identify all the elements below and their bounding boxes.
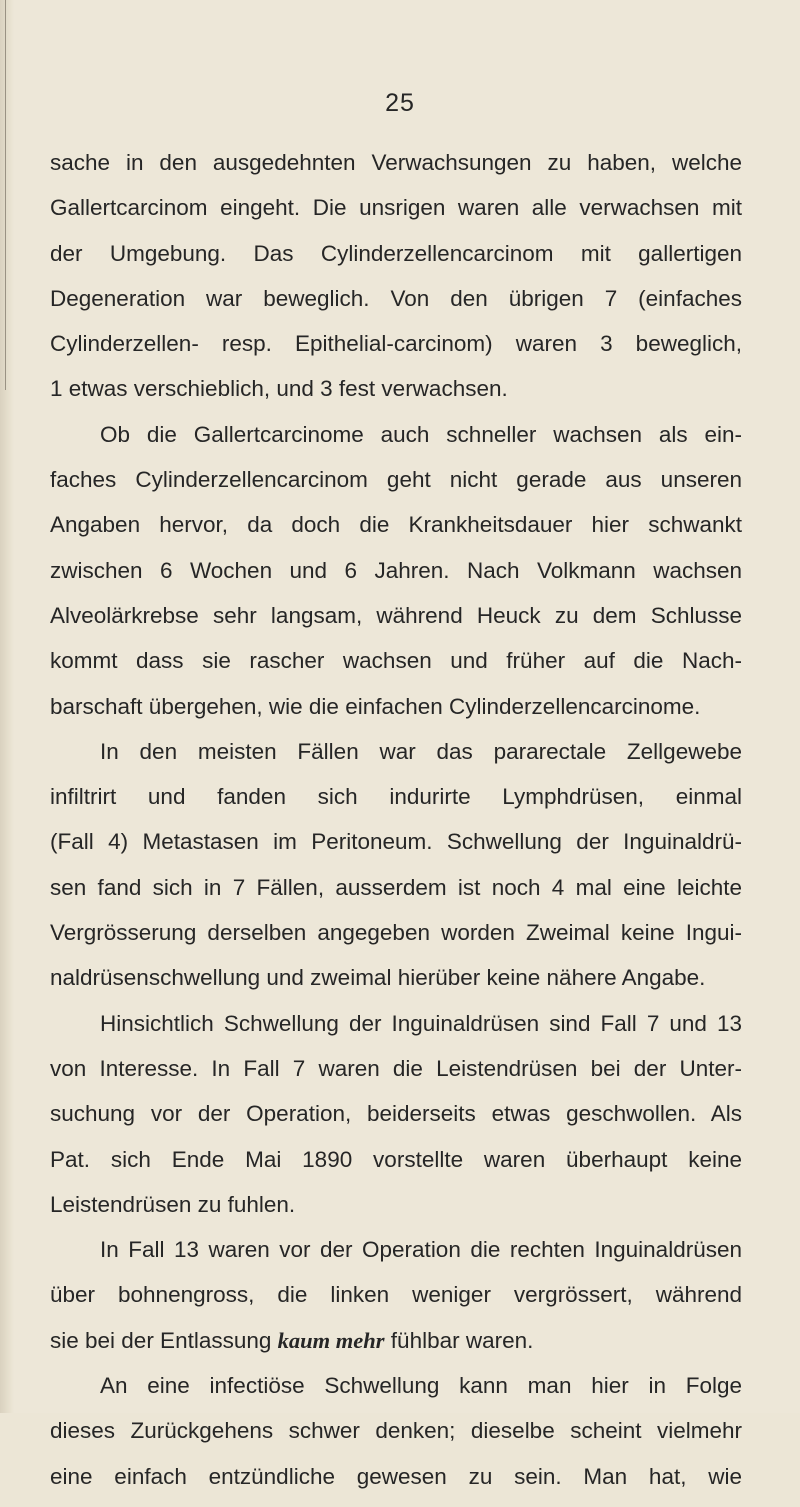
text-line: Alveolärkrebse sehr langsam, während Heuck zu dem Schlusse [50,602,742,628]
text-line: sie bei der Entlassung kaum mehr fühlbar waren. [50,1327,534,1353]
text-line: 1 etwas verschieblich, und 3 fest verwachsen. [50,376,508,402]
text-line: In Fall 13 waren vor der Operation die rechten Inguinaldrüsen [100,1237,742,1263]
text-line: barschaft übergehen, wie die einfachen Cylinderzellencarcinome. [50,693,701,719]
text-line: suchung vor der Operation, beiderseits etwas geschwollen. Als [50,1101,742,1127]
text-line: zwischen 6 Wochen und 6 Jahren. Nach Volkmann wachsen [50,557,742,583]
text-line: Cylinderzellen- resp. Epithelial-carcinom) waren 3 beweglich, [50,331,742,357]
text-line: kommt dass sie rascher wachsen und früher auf die Nach- [50,648,742,674]
text-line: Leistendrüsen zu fuhlen. [50,1191,296,1217]
body-text [50,148,742,1507]
text-line: infiltrirt und fanden sich indurirte Lymphdrüsen, einmal [50,784,742,810]
text-line: In den meisten Fällen war das pararectale Zellgewebe [100,738,742,764]
text-line: Ob die Gallertcarcinome auch schneller wachsen als ein- [100,421,742,447]
text-line: der Umgebung. Das Cylinderzellencarcinom mit gallertigen [50,240,742,266]
text-line: An eine infectiöse Schwellung kann man hier in Folge [100,1373,742,1399]
text-line: Vergrösserung derselben angegeben worden Zweimal keine Ingui- [50,920,742,946]
text-line: von Interesse. In Fall 7 waren die Leistendrüsen bei der Unter- [50,1055,742,1081]
text-line: Angaben hervor, da doch die Krankheitsdauer hier schwankt [50,512,742,538]
page-gutter-edge [0,0,14,1413]
text-line: Hinsichtlich Schwellung der Inguinaldrüsen sind Fall 7 und 13 [100,1010,742,1036]
text-line: über bohnengross, die linken weniger vergrössert, während [50,1282,742,1308]
text-line: faches Cylinderzellencarcinom geht nicht gerade aus unseren [50,467,742,493]
text-line: Pat. sich Ende Mai 1890 vorstellte waren überhaupt keine [50,1146,742,1172]
text-line: naldrüsenschwellung und zweimal hierüber keine nähere Angabe. [50,965,706,991]
text-line: dieses Zurückgehens schwer denken; dieselbe scheint vielmehr [50,1418,742,1444]
text-line: sen fand sich in 7 Fällen, ausserdem ist noch 4 mal eine leichte [50,874,742,900]
page-number: 25 [385,89,415,117]
text-line: (Fall 4) Metastasen im Peritoneum. Schwellung der Inguinaldrü- [50,829,742,855]
emphasized-text: kaum mehr [277,1327,385,1353]
text-line: Gallertcarcinom eingeht. Die unsrigen waren alle verwachsen mit [50,195,742,221]
text-line: Degeneration war beweglich. Von den übrigen 7 (einfaches [50,285,742,311]
text-line: sache in den ausgedehnten Verwachsungen zu haben, welche [50,150,742,175]
gutter-rule [5,0,6,390]
text-line: eine einfach entzündliche gewesen zu sein. Man hat, wie [50,1463,742,1489]
